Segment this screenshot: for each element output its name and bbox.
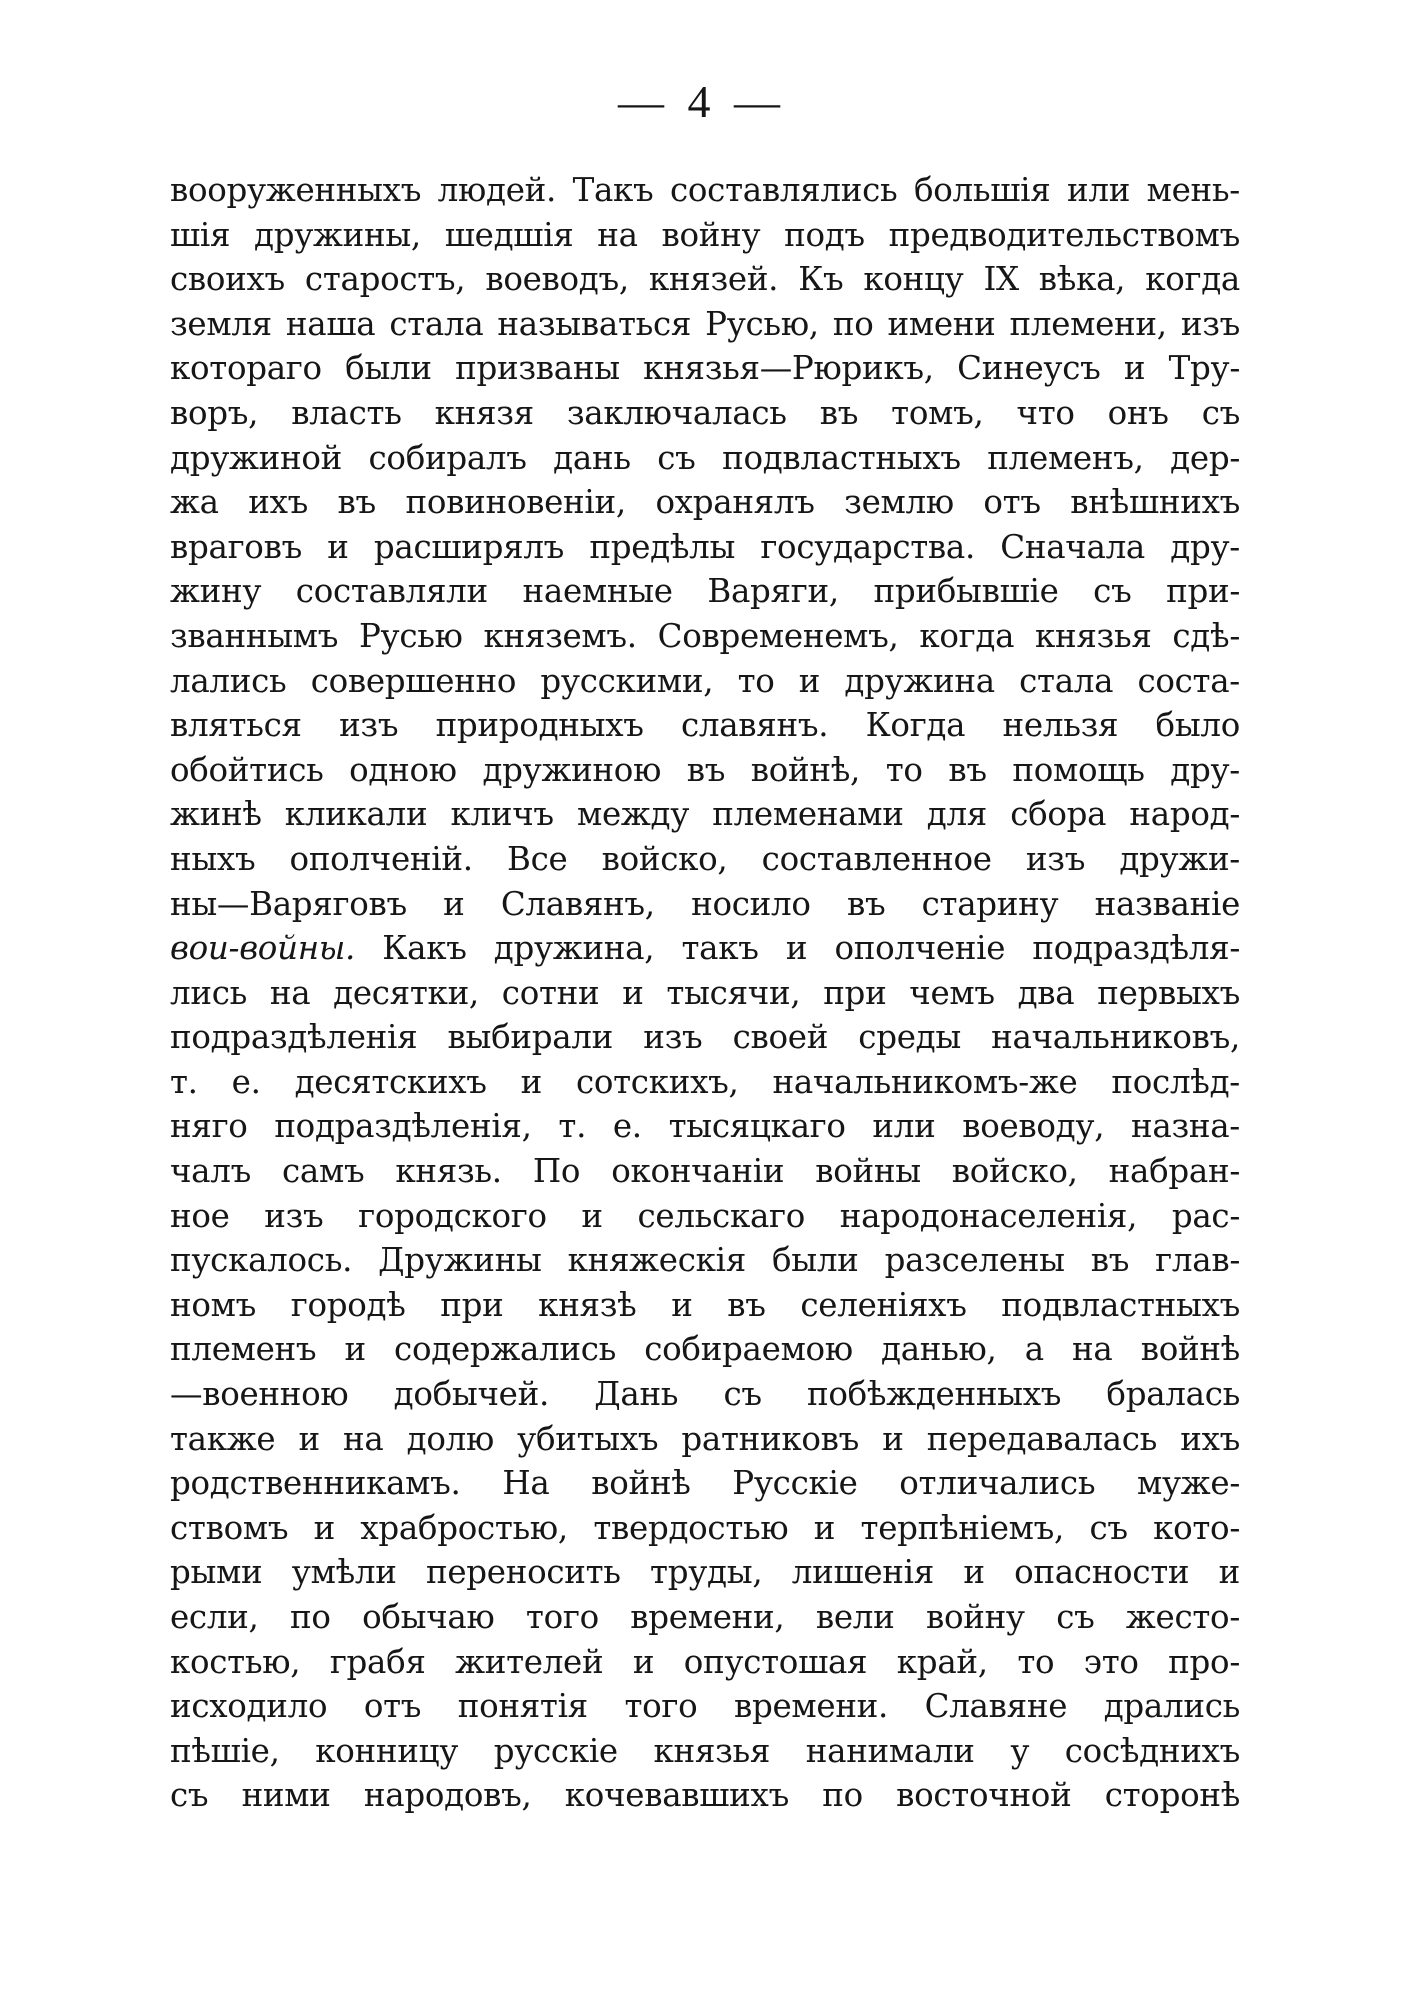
text-line: дружиной собиралъ дань съ подвластныхъ племенъ, дер- <box>170 438 1240 477</box>
text-line: лись на десятки, сотни и тысячи, при чемъ два первыхъ <box>170 973 1240 1012</box>
text-line: жинѣ кликали кличъ между племенами для сбора народ- <box>170 795 1240 834</box>
text-line: обойтись одною дружиною въ войнѣ, то въ помощь дру- <box>170 750 1240 789</box>
text-line: ствомъ и храбростью, твердостью и терпѣнiемъ, съ кото- <box>170 1508 1240 1547</box>
text-line: няго подраздѣленiя, т. е. тысяцкаго или воеводу, назна- <box>170 1107 1240 1146</box>
text-line: исходило отъ понятiя того времени. Славяне дрались <box>170 1687 1240 1726</box>
body-text <box>170 168 1240 1818</box>
text-line-remainder: Какъ дружина, такъ и ополченiе подраздѣля- <box>382 929 1241 968</box>
text-line: ны—Варяговъ и Славянъ, носило въ старину названiе <box>170 884 1240 923</box>
text-line: вооруженныхъ людей. Такъ составлялись большiя или мень- <box>170 171 1240 209</box>
text-line: родственникамъ. На войнѣ Русскiе отличались муже- <box>170 1464 1240 1503</box>
page-number: — 4 — <box>618 76 786 127</box>
text-line: пѣшiе, конницу русскiе князья нанимали у сосѣднихъ <box>170 1731 1240 1770</box>
text-line: если, по обычаю того времени, вели войну съ жесто- <box>170 1598 1240 1636</box>
text-line: также и на долю убитыхъ ратниковъ и передавалась ихъ <box>170 1419 1240 1458</box>
text-line: жину составляли наемные Варяги, прибывшiе съ при- <box>170 572 1240 611</box>
text-line: съ ними народовъ, кочевавшихъ по восточной сторонѣ <box>170 1776 1240 1815</box>
text-line: шiя дружины, шедшiя на войну подъ предводительствомъ <box>170 215 1240 254</box>
text-line: номъ городѣ при князѣ и въ селенiяхъ подвластныхъ <box>170 1285 1240 1324</box>
text-line: пускалось. Дружины княжескiя были разселены въ глав- <box>170 1241 1240 1280</box>
text-line: —военною добычей. Дань съ побѣжденныхъ бралась <box>170 1375 1240 1414</box>
text-line-with-term <box>170 926 1240 971</box>
text-line: котораго были призваны князья—Рюрикъ, Синеусъ и Тру- <box>170 349 1240 388</box>
text-line: ное изъ городского и сельскаго народонаселенiя, рас- <box>170 1196 1240 1235</box>
text-line: званнымъ Русью княземъ. Современемъ, когда князья сдѣ- <box>170 616 1240 655</box>
text-line: костью, грабя жителей и опустошая край, то это про- <box>170 1642 1240 1681</box>
text-line: рыми умѣли переносить труды, лишенiя и опасности и <box>170 1553 1240 1592</box>
text-line: подраздѣленiя выбирали изъ своей среды начальниковъ, <box>170 1018 1240 1057</box>
text-line: жа ихъ въ повиновенiи, охранялъ землю отъ внѣшнихъ <box>170 483 1240 522</box>
text-line: воръ, власть князя заключалась въ томъ, что онъ съ <box>170 393 1240 432</box>
text-line: племенъ и содержались собираемою данью, а на войнѣ <box>170 1330 1240 1369</box>
text-line: враговъ и расширялъ предѣлы государства. Сначала дру- <box>170 527 1240 566</box>
text-line: земля наша стала называться Русью, по имени племени, изъ <box>170 304 1240 343</box>
italic-term: вои-войны. <box>170 929 356 968</box>
text-line: своихъ старостъ, воеводъ, князей. Къ концу IX вѣка, когда <box>170 260 1240 299</box>
text-line: ныхъ ополченiй. Все войско, составленное изъ дружи- <box>170 839 1240 878</box>
text-line: чалъ самъ князь. По окончанiи войны войско, набран- <box>170 1152 1240 1191</box>
text-line: вляться изъ природныхъ славянъ. Когда нельзя было <box>170 706 1240 745</box>
text-line: т. е. десятскихъ и сотскихъ, начальникомъ-же послѣд- <box>170 1062 1240 1101</box>
text-line: лались совершенно русскими, то и дружина стала соста- <box>170 661 1240 700</box>
